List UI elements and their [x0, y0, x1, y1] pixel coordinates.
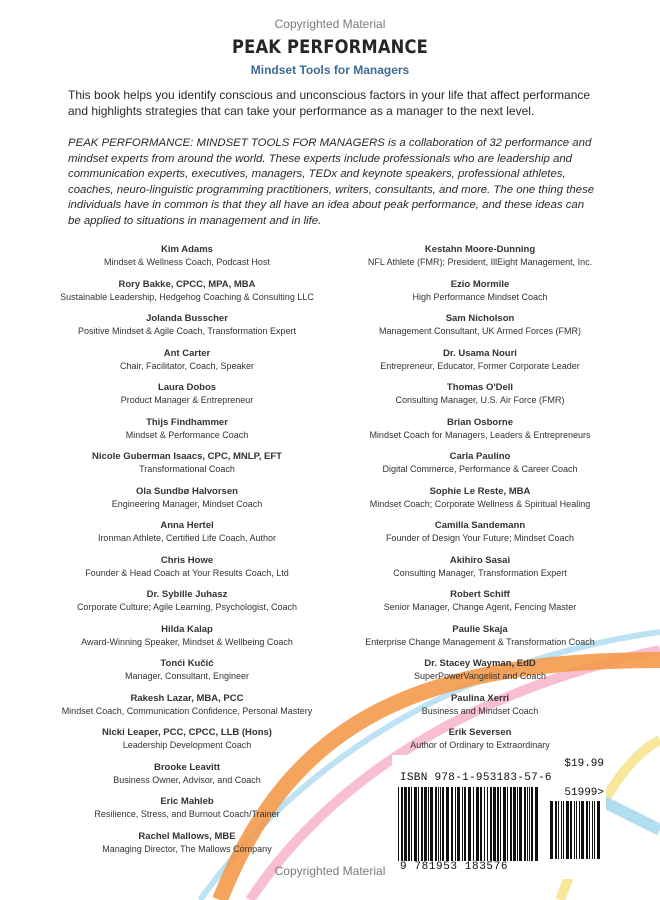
contributor-name: Robert Schiff [450, 589, 510, 600]
contributor-role: High Performance Mindset Coach [412, 291, 548, 302]
contributor-entry [42, 417, 332, 452]
contributor-role: Mindset & Performance Coach [125, 429, 249, 440]
contributor-entry [335, 279, 625, 314]
barcode-bar [442, 787, 444, 861]
barcode-bar [507, 787, 508, 861]
contributor-name: Brooke Leavitt [154, 761, 220, 773]
barcode-bar [446, 787, 449, 861]
barcode-bar [529, 787, 530, 861]
barcode-bar [424, 787, 427, 861]
barcode-bar [566, 801, 569, 859]
contributor-role: Business Owner, Advisor, and Coach [113, 774, 261, 785]
contributor-name: Dr. Usama Nouri [443, 347, 517, 359]
barcode-bar [468, 787, 471, 861]
contributor-name: Sophie Le Reste, MBA [429, 485, 531, 497]
book-subtitle: Mindset Tools for Managers [250, 63, 410, 77]
contributor-name: Dr. Stacey Wayman, EdD [424, 658, 536, 669]
contributor-entry [42, 624, 332, 659]
barcode-bar [440, 787, 441, 861]
contributor-entry [335, 244, 625, 279]
contributor-role: Resilience, Stress, and Burnout Coach/Trainer [94, 809, 280, 819]
contributor-role: Managing Director, The Mallows Company [102, 843, 272, 854]
barcode-bar [455, 787, 456, 861]
book-title: PEAK PERFORMANCE [232, 36, 428, 58]
contributor-entry [42, 451, 332, 486]
contributor-entry [42, 348, 332, 383]
contributor-entry [42, 693, 332, 728]
contributor-entry [335, 313, 625, 348]
contributor-entry [335, 555, 625, 590]
contributor-entry [42, 762, 332, 797]
contributor-role: Leadership Development Coach [122, 740, 252, 750]
contributor-entry [335, 348, 625, 383]
barcode-bar [451, 787, 453, 861]
contributor-name: Brian Osborne [447, 416, 513, 428]
contributor-entry [335, 417, 625, 452]
contributor-role: Founder of Design Your Future; Mindset Coach [385, 533, 575, 543]
contributor-entry [42, 831, 332, 866]
contributor-entry [335, 451, 625, 486]
barcode-bar [473, 787, 474, 861]
contributor-name: Carla Paulino [449, 451, 511, 462]
description-paragraph: PEAK PERFORMANCE: MINDSET TOOLS FOR MANAGERS is a collaboration of 32 performance and mindset experts from around the world. These experts include professionals who are leadership and communication experts, executives, managers, TEDx and keynote speakers, professional athletes, coaches, neuro-linguistic programming practitioners, writers, consultants, and more. The one thing these individuals have in common is that they all have an idea about peak performance, and these ideas can be applied to situations in management and in life. [68, 137, 595, 227]
isbn-barcode [398, 787, 538, 861]
price-addon-barcode [550, 801, 600, 859]
contributor-role: Chair, Facilitator, Coach, Speaker [119, 360, 255, 371]
barcode-bar [531, 787, 533, 861]
contributor-entry [335, 520, 625, 555]
contributor-role: Mindset & Wellness Coach, Podcast Host [104, 257, 270, 267]
barcode-bar [519, 787, 522, 861]
barcode-bar [487, 787, 488, 861]
barcode-bar [558, 801, 559, 859]
contributor-role: Mindset Coach; Corporate Wellness & Spiritual Healing [369, 498, 591, 509]
contributor-name: Laura Dobos [157, 382, 217, 393]
intro-paragraph: This book helps you identify conscious and unconscious factors in your life that affect performance and highlights strategies that can take your performance as a manager to the next level. [68, 88, 591, 118]
contributor-role: NFL Athlete (FMR); President, IllEight Management, Inc. [367, 257, 593, 267]
barcode-bar [574, 801, 575, 859]
barcode-bar [421, 787, 423, 861]
barcode-bar [398, 787, 399, 861]
contributor-name: Thijs Findhammer [146, 416, 228, 428]
barcode-bar [480, 787, 482, 861]
barcode-bar [570, 801, 572, 859]
copyright-watermark-top: Copyrighted Material [274, 17, 386, 31]
barcode-bar [411, 787, 412, 861]
contributor-entry [42, 796, 332, 831]
barcode-bar [550, 801, 553, 859]
barcode-bar [589, 801, 590, 859]
contributor-role: Enterprise Change Management & Transformation Coach [365, 636, 595, 647]
contributor-role: Ironman Athlete, Certified Life Coach, Author [97, 533, 277, 543]
contributor-role: Author of Ordinary to Extraordinary [410, 740, 550, 750]
contributor-role: Product Manager & Entrepreneur [120, 395, 254, 405]
contributor-entry [335, 624, 625, 659]
barcode-bar [517, 787, 518, 861]
contributor-role: Mindset Coach for Managers, Leaders & Entrepreneurs [369, 429, 591, 440]
contributor-name: Paulie Skaja [452, 623, 508, 635]
barcode-bar [401, 787, 403, 861]
contributor-entry [335, 382, 625, 417]
contributor-name: Sam Nicholson [445, 313, 515, 324]
contributor-name: Hilda Kalap [161, 623, 213, 635]
contributor-role: Award-Winning Speaker, Mindset & Wellbeing Coach [81, 636, 293, 647]
contributor-name: Nicole Guberman Isaacs, CPC, MNLP, EFT [92, 451, 282, 462]
barcode-bar [418, 787, 419, 861]
contributor-role: Entrepreneur, Educator, Former Corporate Leader [380, 360, 580, 371]
contributor-name: Rachel Mallows, MBE [138, 830, 236, 842]
contributor-name: Nicki Leaper, PCC, CPCC, LLB (Hons) [102, 727, 272, 738]
contributor-name: Thomas O'Dell [446, 382, 514, 393]
contributor-role: Senior Manager, Change Agent, Fencing Master [383, 602, 577, 612]
contributor-entry [42, 244, 332, 279]
barcode-bar [576, 801, 577, 859]
barcode-bar [563, 801, 564, 859]
contributor-name: Kestahn Moore-Dunning [424, 244, 536, 255]
barcode-bar [500, 787, 501, 861]
barcode-bar [414, 787, 417, 861]
barcode-bar [510, 787, 512, 861]
barcode-bar [579, 801, 580, 859]
barcode-bar [597, 801, 600, 859]
barcode-bar [457, 787, 460, 861]
contributor-name: Akihiro Sasai [449, 554, 511, 566]
contributor-role: Transformational Coach [139, 464, 235, 474]
isbn-label: ISBN 978-1-953183-57-6 [400, 772, 552, 784]
contributor-role: Founder & Head Coach at Your Results Coach, Ltd [85, 567, 289, 578]
barcode-bar [561, 801, 562, 859]
barcode-box [392, 755, 606, 879]
contributor-name: Dr. Sybille Juhasz [146, 589, 228, 600]
contributor-entry [42, 727, 332, 762]
price-addon-label: 51999> [564, 787, 604, 799]
contributor-name: Tonći Kučić [160, 658, 214, 669]
contributor-name: Eric Mahleb [160, 796, 214, 807]
contributor-name: Ant Carter [163, 347, 211, 359]
contributor-entry [42, 382, 332, 417]
contributor-role: Mindset Coach, Communication Confidence, Personal Mastery [61, 705, 313, 716]
contributor-role: Engineering Manager, Mindset Coach [111, 498, 263, 509]
contributor-entry [42, 279, 332, 314]
barcode-bar [493, 787, 496, 861]
barcode-bar [555, 801, 557, 859]
contributor-entry [42, 658, 332, 693]
contributor-name: Ezio Mormile [450, 278, 510, 290]
contributor-role: Digital Commerce, Performance & Career Coach [382, 464, 578, 474]
contributor-name: Kim Adams [161, 244, 213, 255]
barcode-bar [428, 787, 429, 861]
barcode-bar [430, 787, 433, 861]
contributor-name: Paulina Xerri [450, 692, 510, 704]
contributor-name: Erik Seversen [448, 727, 512, 738]
contributor-role: SuperPowerVangelist and Coach [414, 671, 546, 681]
barcode-bar [513, 787, 516, 861]
contributor-entry [335, 693, 625, 728]
barcode-bar [503, 787, 506, 861]
contributor-name: Jolanda Busscher [146, 313, 228, 324]
barcode-bar [594, 801, 595, 859]
barcode-bar [490, 787, 492, 861]
barcode-bar [476, 787, 479, 861]
contributor-entry [42, 313, 332, 348]
isbn-number: 9 781953 183576 [400, 861, 509, 873]
contributor-role: Management Consultant, UK Armed Forces (FMR) [378, 326, 582, 336]
barcode-bar [592, 801, 593, 859]
contributor-role: Positive Mindset & Agile Coach, Transformation Expert [77, 326, 297, 336]
contributor-name: Rakesh Lazar, MBA, PCC [130, 692, 244, 704]
contributor-entry [335, 486, 625, 521]
barcode-bar [581, 801, 584, 859]
barcode-bar [438, 787, 439, 861]
copyright-watermark-bottom: Copyrighted Material [274, 864, 386, 878]
barcode-bar [464, 787, 466, 861]
price-label: $19.99 [564, 758, 604, 770]
contributor-entry [42, 486, 332, 521]
contributor-role: Sustainable Leadership, Hedgehog Coaching & Consulting LLC [60, 291, 314, 302]
barcode-bar [435, 787, 437, 861]
barcode-bar [484, 787, 485, 861]
contributor-role: Consulting Manager, U.S. Air Force (FMR) [395, 395, 565, 405]
barcode-bar [497, 787, 499, 861]
contributors-right-column [335, 244, 625, 762]
contributor-role: Consulting Manager, Transformation Expert [393, 567, 567, 578]
barcode-bar [527, 787, 528, 861]
contributor-entry [42, 589, 332, 624]
contributor-role: Business and Mindset Coach [421, 705, 539, 716]
barcode-bar [404, 787, 407, 861]
contributor-entry [42, 520, 332, 555]
contributors-left-column [42, 244, 332, 865]
contributor-name: Chris Howe [160, 554, 214, 566]
contributor-entry [42, 555, 332, 590]
contributor-entry [335, 589, 625, 624]
contributor-entry [335, 658, 625, 693]
contributor-name: Rory Bakke, CPCC, MPA, MBA [118, 278, 256, 290]
barcode-bar [524, 787, 526, 861]
barcode-bar [535, 787, 538, 861]
contributor-name: Camilla Sandemann [434, 520, 526, 531]
contributor-name: Ola Sundbø Halvorsen [136, 485, 238, 497]
contributor-role: Manager, Consultant, Engineer [124, 671, 250, 681]
barcode-bar [462, 787, 463, 861]
contributor-role: Corporate Culture; Agile Learning, Psychologist, Coach [76, 602, 298, 612]
barcode-bar [586, 801, 588, 859]
barcode-bar [408, 787, 410, 861]
contributor-name: Anna Hertel [160, 520, 214, 531]
